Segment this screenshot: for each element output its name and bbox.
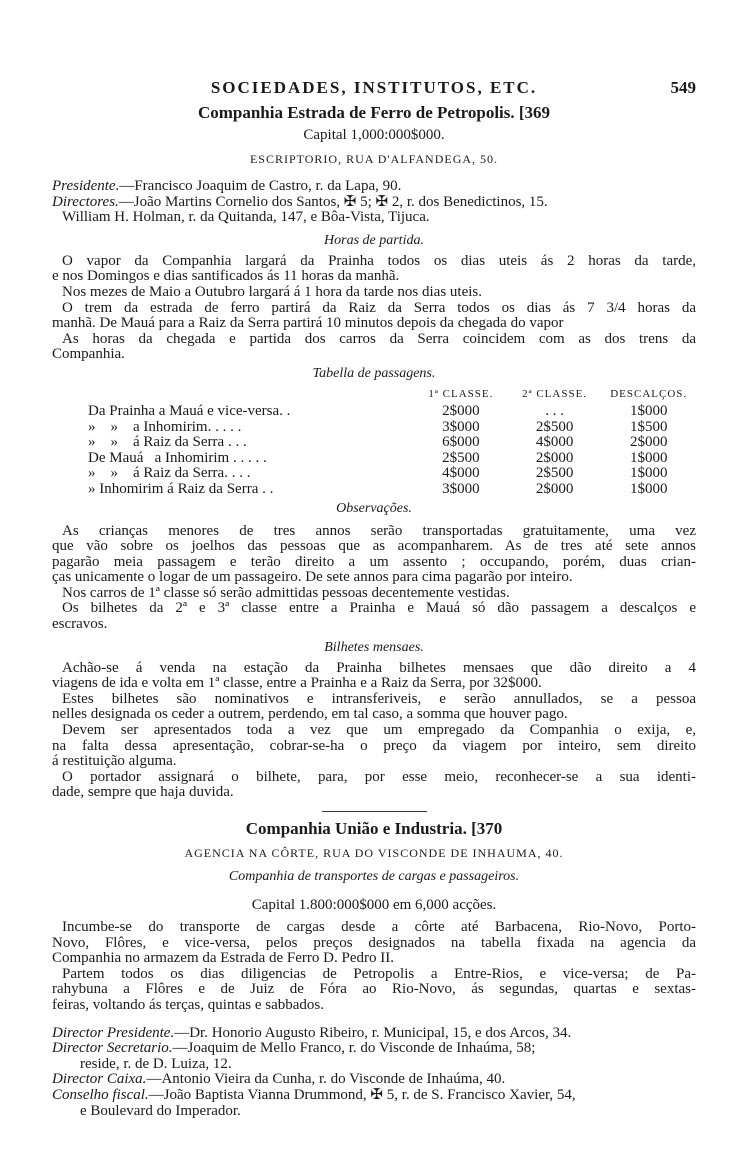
fare-barefoot: 1$000 <box>629 465 668 482</box>
fare-row <box>88 404 696 420</box>
officer-entry <box>52 210 696 226</box>
fare-row <box>88 466 696 482</box>
observations-heading: Observações. <box>336 500 412 516</box>
fare-first-class: 4$000 <box>442 465 480 482</box>
fare-route: Da Prainha a Mauá e vice-versa. . <box>88 402 291 419</box>
officer-text: —João Martins Cornelio dos Santos, ✠ 5; ✠ 2, r. dos Benedictinos, 15. <box>118 193 548 210</box>
fare-route: » Inhomirim á Raiz da Serra . . <box>88 480 274 497</box>
fare-first-class: 2$500 <box>442 449 480 466</box>
monthly-tickets-heading: Bilhetes mensaes. <box>324 639 424 655</box>
fare-second-class: . . . <box>545 402 564 419</box>
fare-route: » » á Raiz da Serra. . . . <box>88 465 251 482</box>
officer-entry <box>52 195 696 211</box>
text-line: Estes bilhetes são nominativos e intransferiveis, e serão annullados, se a pessoa <box>62 691 696 707</box>
fare-barefoot: 2$000 <box>629 434 668 451</box>
fare-route: De Mauá a Inhomirim . . . . . <box>88 449 267 466</box>
text-line: nelles designada os ceder a outrem, perdendo, em tal caso, a somma que houver pago. <box>52 706 568 723</box>
column-header: 1ª CLASSE. <box>428 387 494 400</box>
fare-first-class: 3$000 <box>442 480 480 497</box>
fare-row <box>88 451 696 467</box>
text-line: feiras, voltando ás terças, quintas e sabbados. <box>52 996 324 1013</box>
officer-entry <box>52 1041 696 1057</box>
text-line: As crianças menores de tres annos serão transportadas gratuitamente, uma vez <box>62 523 696 539</box>
fare-first-class: 2$000 <box>442 402 480 419</box>
section-divider <box>322 811 427 812</box>
fare-second-class: 2$000 <box>535 449 574 466</box>
officer-continuation: e Boulevard do Imperador. <box>80 1102 241 1119</box>
running-head <box>52 78 696 100</box>
company-subtitle: Companhia de transportes de cargas e passageiros. <box>228 869 520 884</box>
officer-entry <box>52 1088 696 1104</box>
capital-line: Capital 1,000:000$000. <box>303 127 445 143</box>
section-petropolis <box>52 102 696 801</box>
text-line: á restituição alguma. <box>52 753 177 770</box>
officer-entry <box>52 1072 696 1088</box>
departures-heading: Horas de partida. <box>324 232 424 248</box>
fares-table <box>88 385 696 498</box>
section-title: Companhia União e Industria. [370 <box>245 819 503 838</box>
officer-text: —Joaquim de Mello Franco, r. do Visconde de Inhaúma, 58; <box>172 1040 536 1057</box>
text-line: manhã. De Mauá para a Raiz da Serra partirá 10 minutos depois da chegada do vapor <box>52 315 564 332</box>
page-number: 549 <box>670 78 696 97</box>
text-line: Companhia. <box>52 346 125 363</box>
officers-list <box>52 1026 696 1120</box>
text-line: e nos Domingos e dias santificados ás 11 horas da manhã. <box>52 268 400 285</box>
observations-paragraphs <box>52 524 696 633</box>
fare-barefoot: 1$000 <box>629 449 668 466</box>
text-line: dade, sempre que haja duvida. <box>52 784 234 801</box>
text-line: Nos carros de 1ª classe só serão admittidas pessoas decentemente vestidas. <box>62 584 510 601</box>
officer-label: Director Presidente. <box>52 1024 175 1041</box>
text-line: As horas da chegada e partida dos carros da Serra coincidem com as dos trens da <box>62 331 696 347</box>
text-line: Nos mezes de Maio a Outubro largará á 1 hora da tarde nos dias uteis. <box>62 283 483 300</box>
officer-label: Presidente. <box>52 178 120 194</box>
officer-text: —Dr. Honorio Augusto Ribeiro, r. Municipal, 15, e dos Arcos, 34. <box>174 1024 572 1041</box>
officer-label: Director Caixa. <box>52 1071 147 1088</box>
fare-second-class: 2$000 <box>535 480 574 497</box>
fare-route: » » a Inhomirim. . . . . <box>88 418 242 435</box>
fare-first-class: 3$000 <box>442 418 480 435</box>
fare-first-class: 6$000 <box>442 434 480 451</box>
officer-label: Directores. <box>52 193 119 210</box>
text-line: Devem ser apresentados toda a vez que um empregado da Companhia o exija, e, <box>62 723 696 739</box>
officer-text: —João Baptista Vianna Drummond, ✠ 5, r. de S. Francisco Xavier, 54, <box>148 1086 576 1103</box>
agency-address: AGENCIA NA CÔRTE, RUA DO VISCONDE DE INHAUMA, 40. <box>184 846 564 860</box>
text-line: O trem da estrada de ferro partirá da Raiz da Serra todos os dias ás 7 3/4 horas da <box>62 300 696 316</box>
officers-list <box>52 179 696 226</box>
text-line: pagarão meia passagem e terão direito a um assento ; occupando, porém, duas crian- <box>52 554 696 570</box>
text-line: Incumbe-se do transporte de cargas desde a côrte até Barbacena, Rio-Novo, Porto- <box>62 920 696 935</box>
text-line: Companhia no armazem da Estrada de Ferro D. Pedro II. <box>52 950 394 967</box>
fare-route: » » á Raiz da Serra . . . <box>88 434 247 451</box>
text-line: Os bilhetes da 2ª e 3ª classe entre a Prainha e Mauá só dão passagem a descalços e <box>62 601 696 617</box>
document-page <box>52 78 696 1119</box>
text-line: O portador assignará o bilhete, para, por esse meio, reconhecer-se a sua identi- <box>62 769 696 785</box>
text-line: viagens de ida e volta em 1ª classe, entre a Prainha e a Raiz da Serra, por 32$000. <box>52 675 542 692</box>
capital-line: Capital 1.800:000$000 em 6,000 acções. <box>251 897 497 913</box>
officer-text: —Antonio Vieira da Cunha, r. do Visconde de Inhaúma, 40. <box>146 1071 506 1088</box>
fare-second-class: 4$000 <box>535 434 574 451</box>
fare-second-class: 2$500 <box>535 465 574 482</box>
officer-entry <box>52 179 696 195</box>
text-line: Novo, Flôres, e vice-versa, pelos preços designados na tabella fixada na agencia da <box>52 935 696 951</box>
officer-entry <box>52 1026 696 1042</box>
officer-label: Conselho fiscal. <box>52 1086 149 1103</box>
fare-barefoot: 1$500 <box>629 418 668 435</box>
text-line: rahybuna a Flôres e de Juiz de Fóra ao Rio-Novo, ás segundas, quartas e sextas- <box>52 982 696 998</box>
departures-paragraphs <box>52 254 696 363</box>
officer-label: Director Secretario. <box>52 1040 173 1057</box>
fare-row <box>88 482 696 498</box>
fare-row <box>88 420 696 436</box>
body-paragraphs <box>52 920 696 1014</box>
text-line: escravos. <box>52 616 108 633</box>
fare-second-class: 2$500 <box>535 418 574 435</box>
officer-text: William H. Holman, r. da Quitanda, 147, e Bôa-Vista, Tijuca. <box>62 209 430 226</box>
column-header: 2ª CLASSE. <box>522 387 588 400</box>
running-head-title: SOCIEDADES, INSTITUTOS, ETC. <box>210 78 538 97</box>
office-address: ESCRIPTORIO, RUA D'ALFANDEGA, 50. <box>249 152 499 166</box>
text-line: O vapor da Companhia largará da Prainha todos os dias uteis ás 2 horas da tarde, <box>62 253 696 269</box>
section-title: Companhia Estrada de Ferro de Petropolis. [369 <box>197 103 551 122</box>
text-line: Achão-se á venda na estação da Prainha bilhetes mensaes que dão direito a 4 <box>62 660 696 676</box>
officer-text: —Francisco Joaquim de Castro, r. da Lapa, 90. <box>119 178 402 194</box>
section-uniao-industria <box>52 818 696 1119</box>
fare-row <box>88 435 696 451</box>
fares-heading: Tabella de passagens. <box>312 365 436 381</box>
monthly-tickets-paragraphs <box>52 661 696 801</box>
text-line: na falta dessa apresentação, cobrar-se-ha o preço da viagem por inteiro, sem direito <box>52 738 696 754</box>
column-header: DESCALÇOS. <box>610 387 688 400</box>
fare-barefoot: 1$000 <box>629 480 668 497</box>
text-line: que vão sobre os joelhos das pessoas que as acompanharem. As de tres até sete annos <box>52 539 696 555</box>
officer-continuation: reside, r. de D. Luiza, 12. <box>80 1055 232 1072</box>
text-line: Partem todos os dias diligencias de Petropolis a Entre-Rios, e vice-versa; de Pa- <box>62 966 696 982</box>
fare-barefoot: 1$000 <box>629 402 668 419</box>
text-line: ças unicamente o logar de um passageiro. De sete annos para cima pagarão por inteiro. <box>52 569 573 586</box>
